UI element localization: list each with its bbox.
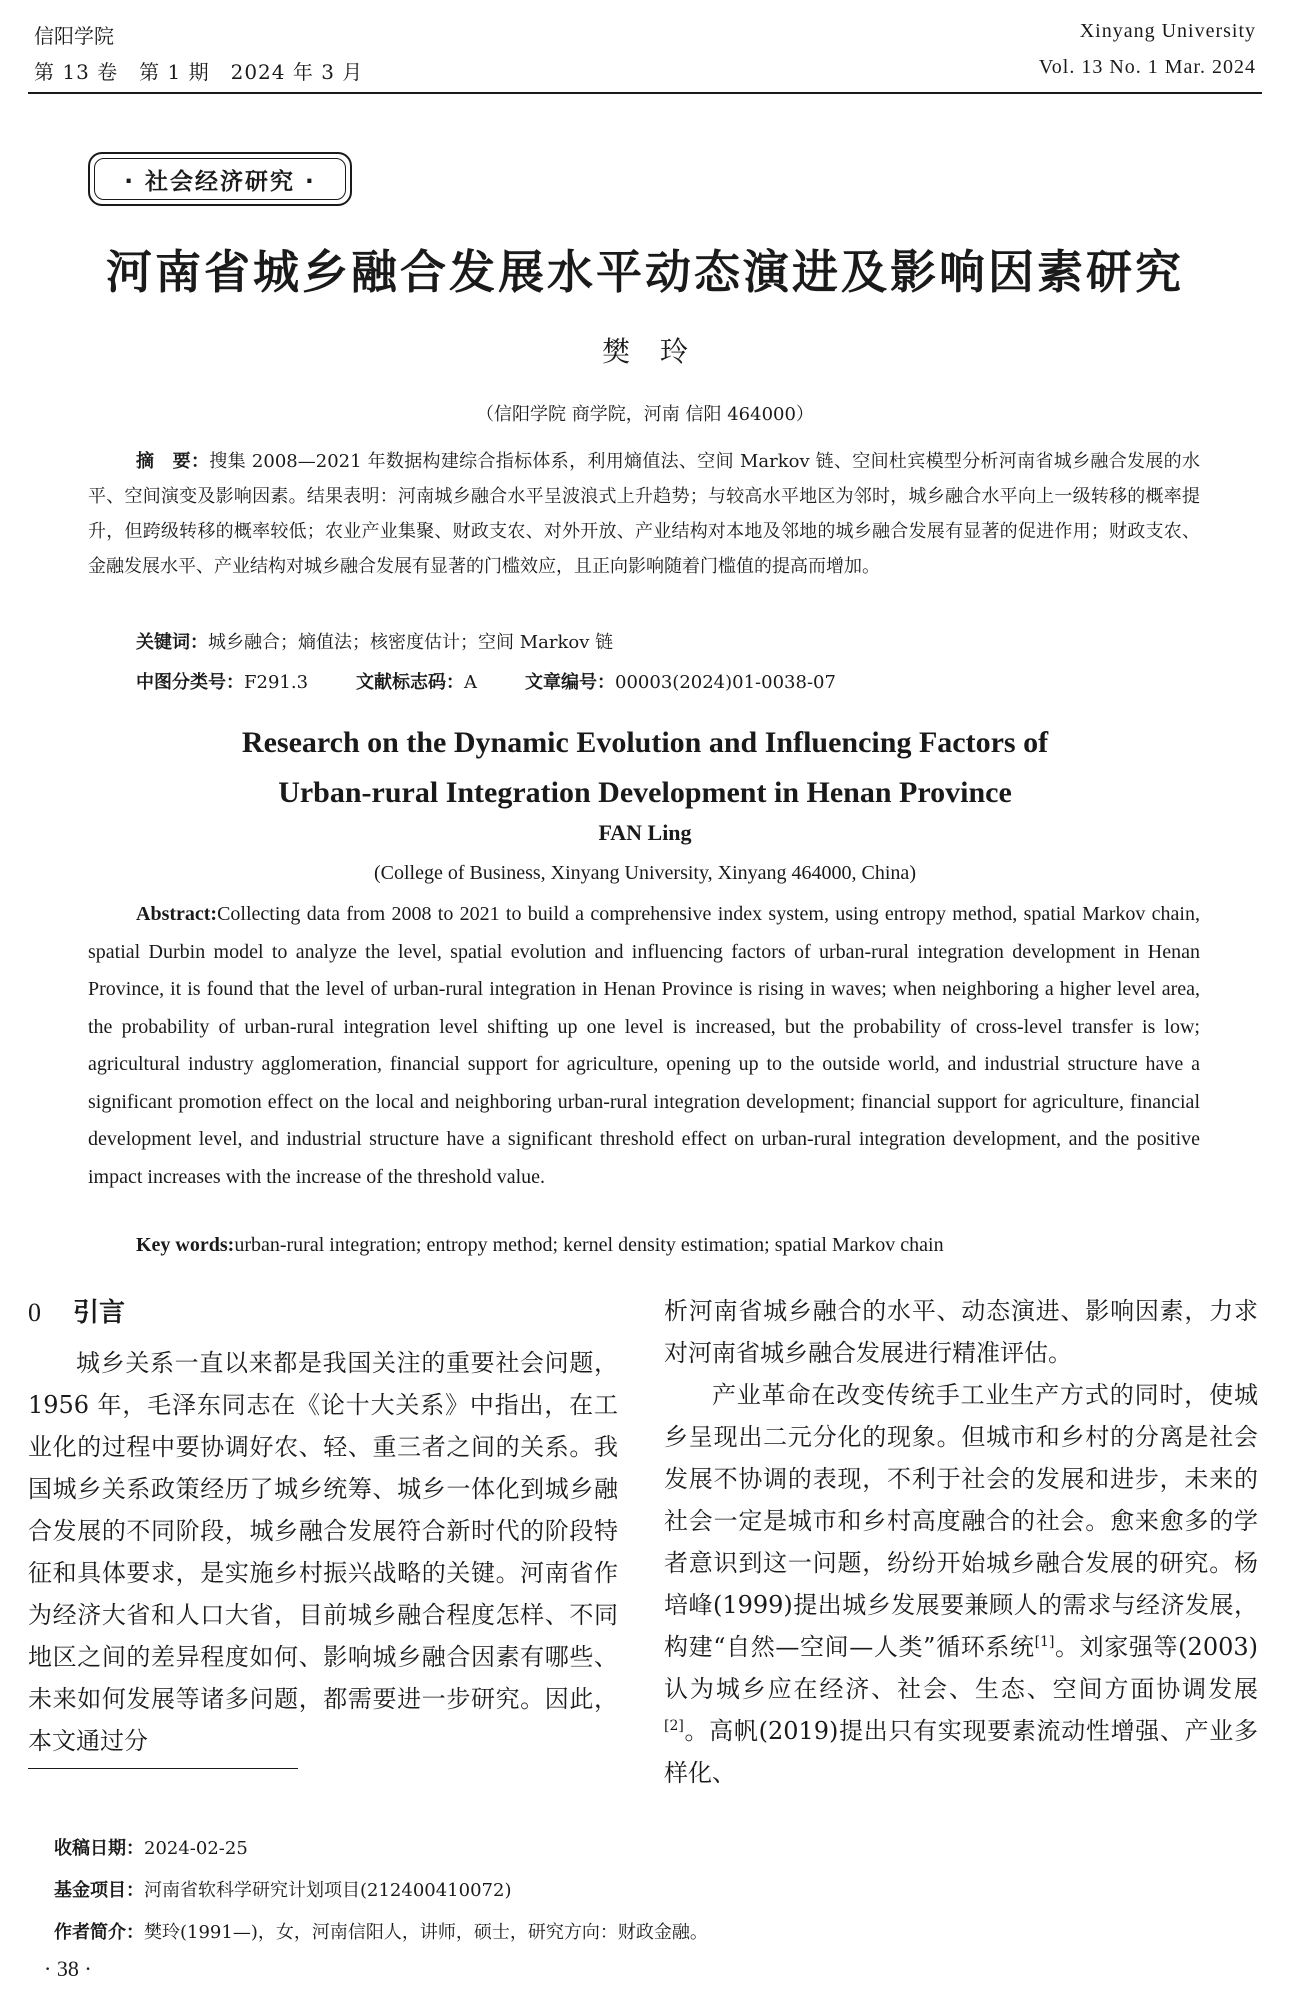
body-paragraph: 城乡关系一直以来都是我国关注的重要社会问题，1956 年，毛泽东同志在《论十大关系》中指出，在工业化的过程中要协调好农、轻、重三者之间的关系。我国城乡关系政策经历了城乡统筹、城乡一体化到城乡融合发展的不同阶段，城乡融合发展符合新时代的阶段特征和具体要求，是实施乡村振兴战略的关键。河南省作为经济大省和人口大省，目前城乡融合程度怎样、不同地区之间的差异程度如何、影响城乡融合因素有哪些、未来如何发展等诸多问题，都需要进一步研究。因此，本文通过分 [28,1349,618,1755]
clc-code: 中图分类号：F291.3 [136,672,309,693]
issue-info-cn: 第 13 卷 第 1 期 2024 年 3 月 [34,60,364,84]
keywords-en-label: Key words: [136,1234,235,1256]
issue-info-en: Vol. 13 No. 1 Mar. 2024 [1038,56,1256,78]
footnote-author: 作者简介：樊玲(1991—)，女，河南信阳人，讲师，硕士，研究方向：财政金融。 [54,1922,708,1943]
column-tag [88,152,352,206]
author-name-en: FAN Ling [598,820,692,845]
citation-ref[interactable]: [2] [664,1718,684,1734]
affiliation-en: (College of Business, Xinyang University, Xinyang 464000, China) [374,862,916,884]
body-paragraph: 产业革命在改变传统手工业生产方式的同时，使城乡呈现出二元分化的现象。但城市和乡村的分离是社会发展不协调的表现，不利于社会的发展和进步，未来的社会一定是城市和乡村高度融合的社会。愈来愈多的学者意识到这一问题，纷纷开始城乡融合发展的研究。杨培峰(1999)提出城乡发展要兼顾人的需求与经济发展，构建“自然—空间—人类”循环系统[1]。刘家强等(2003)认为城乡应在经济、社会、生态、空间方面协调发展[2]。高帆(2019)提出只有实现要素流动性增强、产业多样化、 [664,1381,1258,1787]
journal-name-cn: 信阳学院 [34,24,114,48]
section-heading [28,1284,618,1342]
keywords-cn [136,628,613,654]
keywords-en [136,1234,944,1257]
title-en-line1: Research on the Dynamic Evolution and Influencing Factors of [241,726,1049,759]
footnote-received: 收稿日期：2024-02-25 [54,1838,248,1859]
document-code: 文献标志码：A [356,672,478,693]
abstract-en [88,896,1200,1196]
article-number: 文章编号：00003(2024)01-0038-07 [525,672,836,693]
section-number: 0 [28,1298,41,1327]
body-paragraph-continued: 析河南省城乡融合的水平、动态演进、影响因素，力求对河南省城乡融合发展进行精准评估。 [664,1297,1258,1367]
abstract-cn [88,444,1200,584]
body-column-right [664,1290,1258,1794]
title-en-line2: Urban-rural Integration Development in Henan Province [278,776,1012,809]
abstract-cn-text: 搜集 2008—2021 年数据构建综合指标体系，利用熵值法、空间 Markov 链、空间杜宾模型分析河南省城乡融合发展的水平、空间演变及影响因素。结果表明：河南城乡融合水平呈波浪式上升趋势；与较高水平地区为邻时，城乡融合水平向上一级转移的概率提升，但跨级转移的概率较低；农业产业集聚、财政支农、对外开放、产业结构对本地及邻地的城乡融合发展有显著的促进作用；财政支农、金融发展水平、产业结构对城乡融合发展有显著的门槛效应，且正向影响随着门槛值的提高而增加。 [88,451,1200,577]
affiliation-cn: （信阳学院 商学院，河南 信阳 464000） [476,404,814,425]
footnote-rule [28,1768,298,1769]
abstract-en-label: Abstract: [136,903,218,925]
page-number: · 38 · [44,1956,92,1981]
abstract-cn-label: 摘 要： [136,451,210,472]
body-column-left [28,1284,618,1762]
journal-name-en: Xinyang University [1079,20,1256,42]
section-title: 引言 [73,1298,126,1328]
footnote-fund: 基金项目：河南省软科学研究计划项目(212400410072) [54,1880,512,1901]
keywords-cn-text: 城乡融合；熵值法；核密度估计；空间 Markov 链 [208,632,614,653]
article-title-cn: 河南省城乡融合发展水平动态演进及影响因素研究 [106,245,1184,299]
author-name-cn: 樊玲 [601,335,718,368]
header-rule [28,92,1262,94]
article-title-en [0,718,1290,818]
keywords-en-text: urban-rural integration; entropy method; kernel density estimation; spatial Markov chain [234,1234,944,1256]
keywords-cn-label: 关键词： [136,632,208,653]
abstract-en-text: Collecting data from 2008 to 2021 to build a comprehensive index system, using entropy method, spatial Markov chain, spatial Durbin model to analyze the level, spatial evolution and influencing factors of urban-rural integration development in Henan Province, it is found that the level of urban-rural integration in Henan Province is rising in waves; when neighboring a higher level area, the probability of urban-rural integration level shifting up one level is increased, but the probability of cross-level transfer is low; agricultural industry agglomeration, financial support for agriculture, opening up to the outside world, and industrial structure have a significant promotion effect on the local and neighboring urban-rural integration development; financial support for agriculture, financial development level, and industrial structure have a significant threshold effect on urban-rural integration development, and the positive impact increases with the increase of the threshold value. [88,903,1200,1188]
citation-ref[interactable]: [1] [1034,1634,1055,1650]
column-tag-label: · 社会经济研究 · [124,168,316,195]
classification-line [136,668,884,694]
